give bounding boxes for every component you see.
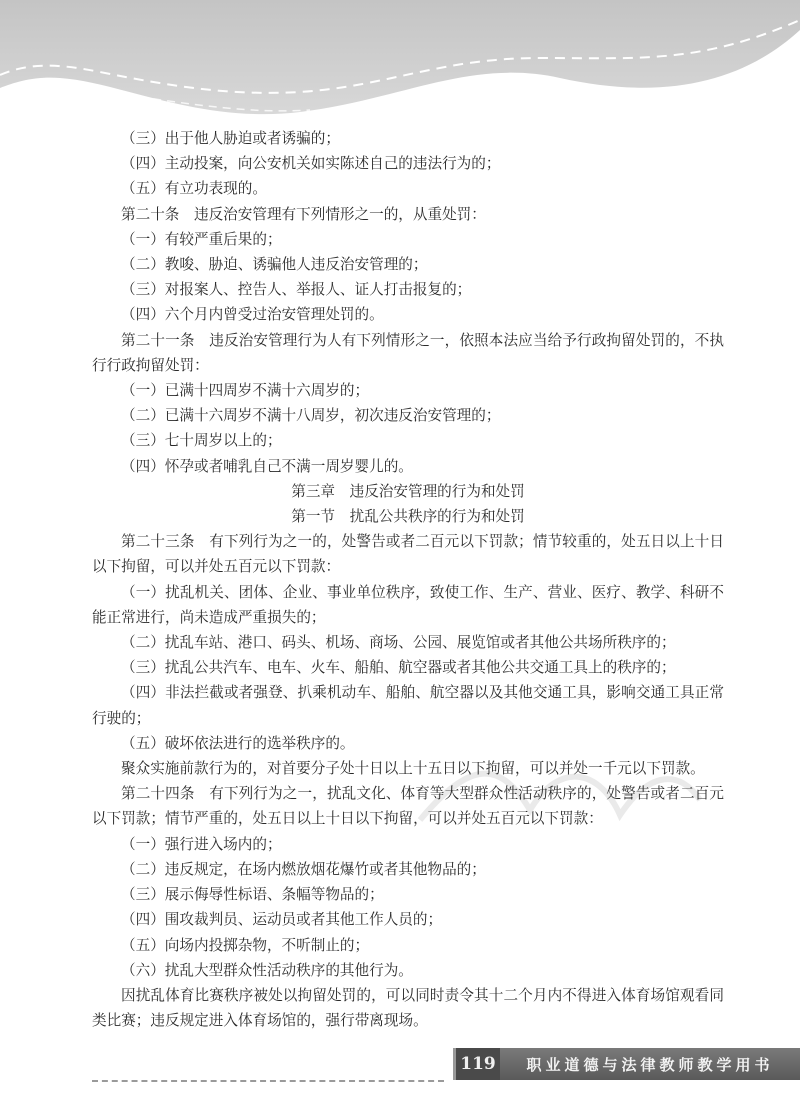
- paragraph: （三）出于他人胁迫或者诱骗的；: [121, 130, 340, 147]
- paragraph: （三）对报案人、控告人、举报人、证人打击报复的；: [121, 281, 472, 299]
- header-wave-decoration: [0, 0, 800, 125]
- paragraph: （六）扰乱大型群众性活动秩序的其他行为。: [121, 961, 413, 979]
- section-heading: 第三章 违反治安管理的行为和处罚: [291, 482, 525, 500]
- paragraph: （四）六个月内曾受过治安管理处罚的。: [121, 306, 384, 324]
- paragraph: （五）有立功表现的。: [121, 180, 267, 198]
- paragraph: （二）违反规定，在场内燃放烟花爆竹或者其他物品的；: [121, 860, 486, 878]
- footer-dashed-line: [92, 1080, 444, 1082]
- paragraph: 第二十一条 违反治安管理行为人有下列情形之一，依照本法应当给予行政拘留处罚的，不执行行政拘留处罚：: [92, 331, 724, 374]
- paragraph: （一）已满十四周岁不满十六周岁的；: [121, 382, 370, 400]
- book-title: 职业道德与法律教师教学用书: [526, 1055, 774, 1074]
- page-body: [92, 126, 724, 1033]
- paragraph: （四）怀孕或者哺乳自己不满一周岁婴儿的。: [121, 457, 413, 475]
- paragraph: 第二十条 违反治安管理有下列情形之一的，从重处罚：: [121, 205, 486, 223]
- paragraph: （三）展示侮辱性标语、条幅等物品的；: [121, 886, 384, 904]
- paragraph: 聚众实施前款行为的，对首要分子处十日以上十五日以下拘留，可以并处一千元以下罚款。: [121, 760, 705, 778]
- footer-title-box: [500, 1048, 800, 1080]
- paragraph: （三）扰乱公共汽车、电车、火车、船舶、航空器或者其他公共交通工具上的秩序的；: [121, 659, 676, 677]
- paragraph: （四）主动投案，向公安机关如实陈述自己的违法行为的；: [121, 155, 501, 173]
- paragraph: 第二十三条 有下列行为之一的，处警告或者二百元以下罚款；情节较重的，处五日以上十日以下拘留，可以并处五百元以下罚款：: [92, 533, 724, 576]
- paragraph: （二）教唆、胁迫、诱骗他人违反治安管理的；: [121, 256, 428, 274]
- paragraph: （二）已满十六周岁不满十八周岁，初次违反治安管理的；: [121, 407, 501, 425]
- paragraph: （五）破坏依法进行的选举秩序的。: [121, 734, 355, 752]
- section-heading: 第一节 扰乱公共秩序的行为和处罚: [291, 508, 525, 526]
- paragraph: （四）非法拦截或者强登、扒乘机动车、船舶、航空器以及其他交通工具，影响交通工具正常行驶的；: [92, 684, 724, 727]
- paragraph: （五）向场内投掷杂物，不听制止的；: [121, 936, 370, 954]
- paragraph: （一）扰乱机关、团体、企业、事业单位秩序，致使工作、生产、营业、医疗、教学、科研不能正常进行，尚未造成严重损失的；: [92, 583, 724, 626]
- paragraph: 第二十四条 有下列行为之一，扰乱文化、体育等大型群众性活动秩序的，处警告或者二百元以下罚款；情节严重的，处五日以上十日以下拘留，可以并处五百元以下罚款：: [92, 785, 724, 828]
- page-number-box: [453, 1048, 500, 1080]
- paragraph: （一）强行进入场内的；: [121, 835, 282, 853]
- paragraph: 因扰乱体育比赛秩序被处以拘留处罚的，可以同时责令其十二个月内不得进入体育场馆观看同类比赛；违反规定进入体育场馆的，强行带离现场。: [92, 986, 724, 1030]
- paragraph: （二）扰乱车站、港口、码头、机场、商场、公园、展览馆或者其他公共场所秩序的；: [121, 634, 676, 652]
- paragraph: （一）有较严重后果的；: [121, 230, 282, 248]
- page-number: 119: [460, 1054, 496, 1074]
- paragraph: （三）七十周岁以上的；: [121, 432, 282, 450]
- paragraph: （四）围攻裁判员、运动员或者其他工作人员的；: [121, 911, 443, 929]
